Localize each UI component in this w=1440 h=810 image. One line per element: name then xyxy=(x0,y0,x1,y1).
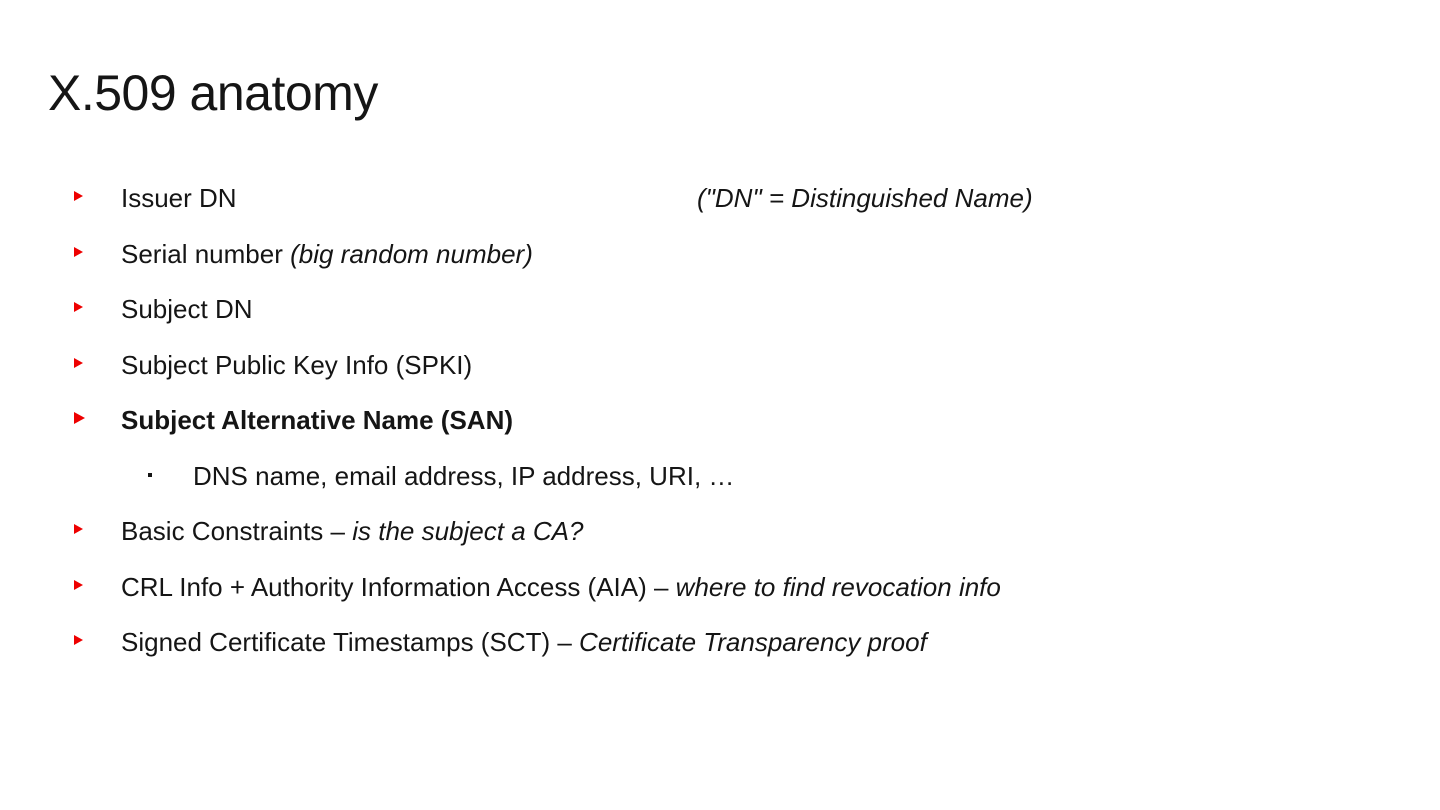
bullet-sct xyxy=(0,622,1440,662)
bullet-text xyxy=(121,241,533,267)
bullet-triangle-icon xyxy=(74,635,83,645)
bullet-aside: ("DN" = Distinguished Name) xyxy=(697,183,1033,213)
bullet-triangle-icon xyxy=(74,580,83,590)
bullet-note: Certificate Transparency proof xyxy=(579,627,927,657)
bullet-label: Issuer DN xyxy=(121,183,237,213)
bullet-note: (big random number) xyxy=(290,239,533,269)
bullet-triangle-icon xyxy=(74,302,83,312)
bullet-text xyxy=(121,518,583,544)
bullet-text xyxy=(121,629,927,655)
bullet-note: is the subject a CA? xyxy=(352,516,584,546)
bullet-issuer-dn xyxy=(0,178,1440,218)
bullet-text xyxy=(121,574,1001,600)
sub-bullet-label: DNS name, email address, IP address, URI, … xyxy=(193,461,735,491)
bullet-serial-number xyxy=(0,234,1440,274)
bullet-subject-dn xyxy=(0,289,1440,329)
bullet-triangle-icon xyxy=(74,247,83,257)
bullet-label: CRL Info + Authority Information Access (AIA) – xyxy=(121,572,676,602)
sub-bullet-dot-icon xyxy=(148,473,152,477)
bullet-crl-aia xyxy=(0,567,1440,607)
bullet-triangle-icon xyxy=(74,412,85,424)
bullet-note: where to find revocation info xyxy=(675,572,1001,602)
bullet-triangle-icon xyxy=(74,191,83,201)
bullet-label: Subject Public Key Info (SPKI) xyxy=(121,350,473,380)
bullet-san xyxy=(0,400,1440,440)
bullet-label: Signed Certificate Timestamps (SCT) – xyxy=(121,627,580,657)
sub-bullet-san-types xyxy=(0,456,1440,496)
bullet-label: Subject DN xyxy=(121,294,253,324)
bullet-label: Subject Alternative Name (SAN) xyxy=(121,405,514,435)
bullet-label: Basic Constraints – xyxy=(121,516,353,546)
bullet-spki xyxy=(0,345,1440,385)
bullet-label: Serial number xyxy=(121,239,283,269)
bullet-basic-constraints xyxy=(0,511,1440,551)
slide-title: X.509 anatomy xyxy=(48,65,378,121)
bullet-triangle-icon xyxy=(74,358,83,368)
bullet-triangle-icon xyxy=(74,524,83,534)
